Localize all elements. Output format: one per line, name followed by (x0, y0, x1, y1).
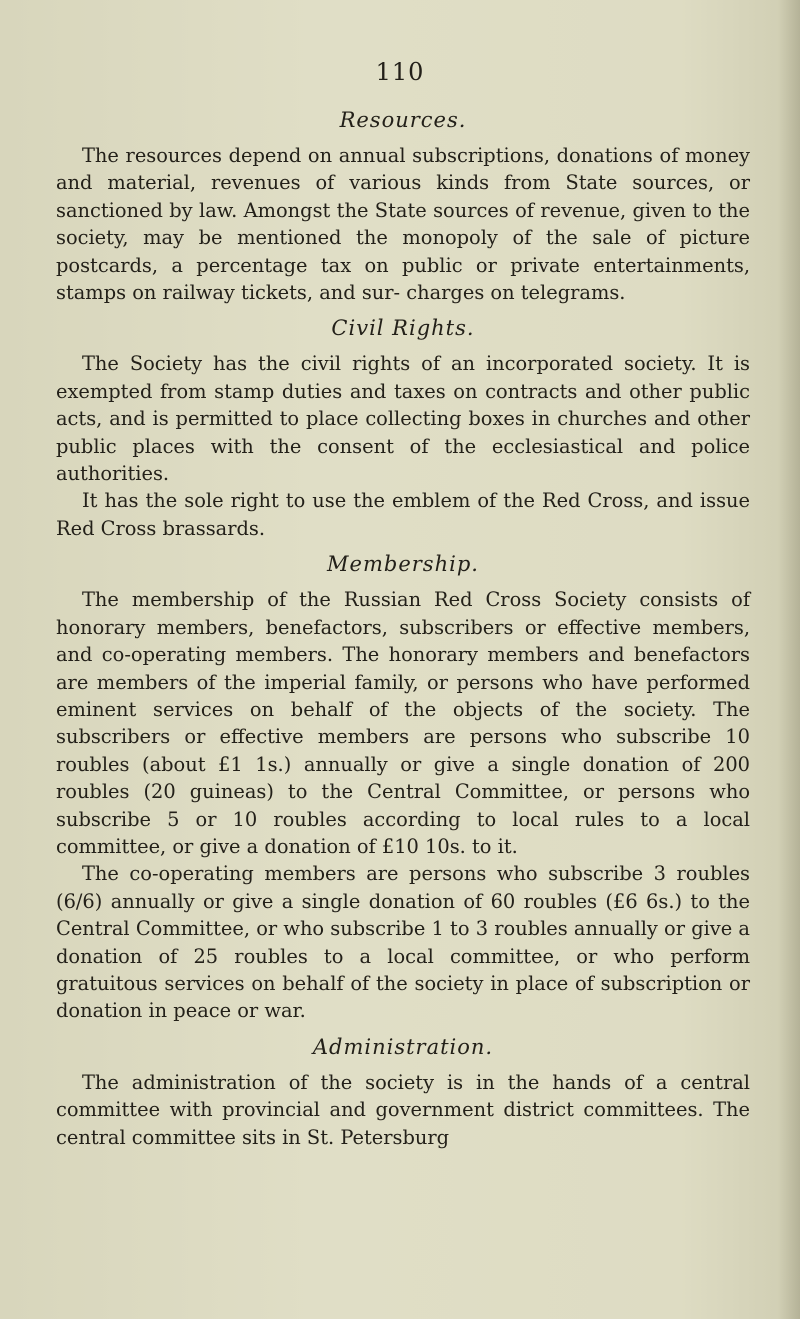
section-heading: Civil Rights. (331, 316, 475, 341)
section-heading: Administration. (312, 1034, 494, 1059)
page-edge-shadow (778, 0, 800, 1319)
section-resources (56, 98, 750, 306)
paragraph: It has the sole right to use the emblem of the Red Cross, and issue Red Cross brassards. (56, 489, 750, 540)
page-body (56, 98, 750, 1151)
paragraph: The resources depend on annual subscriptions, donations of money and material, revenues of various kinds from State sources, or sanctioned by law. Amongst the State sources of revenue, given to the society, may be mentioned the monopoly of the sale of picture postcards, a percentage tax on public or private entertainments, stamps on railway tickets, and sur- charges on telegrams. (56, 144, 750, 305)
section-heading: Resources. (339, 108, 467, 132)
page-number: 110 (375, 58, 425, 86)
paragraph: The administration of the society is in the hands of a central committee with provincial and government district committees. The central committee sits in St. Petersburg (56, 1070, 750, 1149)
section-civil-rights (56, 306, 750, 542)
section-membership (56, 542, 750, 1025)
paragraph: The Society has the civil rights of an incorporated society. It is exempted from stamp duties and taxes on contracts and other public acts, and is permitted to place collecting boxes in churches and other public places with the consent of the ecclesiastical and police authorities. (56, 352, 750, 486)
paragraph: The co-operating members are persons who subscribe 3 roubles (6/6) annually or give a single donation of 60 roubles (£6 6s.) to the Central Committee, or who subscribe 1 to 3 roubles annually or give a donation of 25 roubles to a local committee, or who perform gratuitous services on behalf of the society in place of subscription or donation in peace or war. (56, 862, 750, 1023)
section-heading: Membership. (327, 552, 479, 577)
section-administration (56, 1025, 750, 1151)
paragraph: The membership of the Russian Red Cross Society consists of honorary members, benefactors, subscribers or effective members, and co-operating members. The honorary members and benefactors are members of the imperial family, or persons who have performed eminent services on behalf of the objects of the society. The subscribers or effective members are persons who subscribe 10 roubles (about £1 1s.) annually or give a single donation of 200 roubles (20 guineas) to the Central Committee, or persons who subscribe 5 or 10 roubles according to local rules to a local committee, or give a donation of £10 10s. to it. (56, 588, 750, 858)
